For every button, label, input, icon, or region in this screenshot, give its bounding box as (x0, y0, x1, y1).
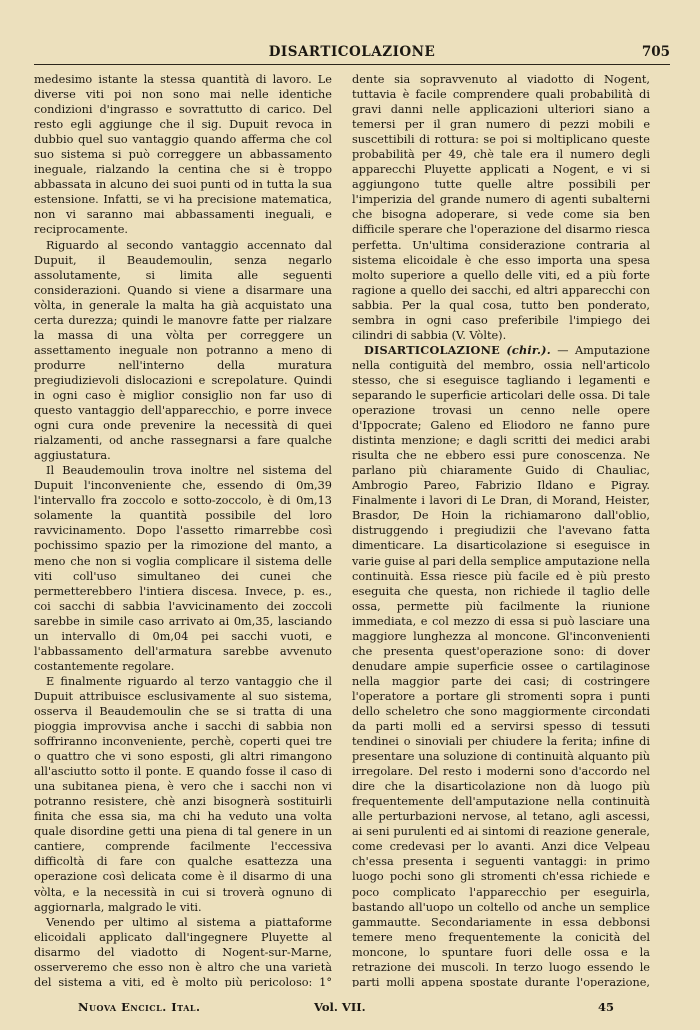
running-header (34, 44, 670, 62)
header-rule (34, 64, 670, 65)
footer (78, 1000, 614, 1016)
publication-name: Nuova Encicl. Ital. (78, 1000, 201, 1014)
paragraph: Riguardo al secondo vantaggio accennato dal Dupuit, il Beaudemoulin, senza negarlo assolutamente, si limita alle seguenti considerazioni. Quando si viene a disarmare una vòlta, in generale la malta ha già acquistato una certa durezza; quindi le manovre fatte per rialzare la massa di una vòlta per correggere un assettamento ineguale non potranno a meno di produrre nell'interno della muratura pregiudizievoli dislocazioni e screpolature. Quindi in ogni caso è miglior consiglio non far uso di questo vantaggio dell'apparecchio, e porre invece ogni cura onde prevenire la necessità di quei rialzamenti, od anche rassegnarsi a fare qualche aggiustatura. (34, 238, 332, 463)
running-title: DISARTICOLAZIONE (268, 44, 436, 60)
paragraph: Il Beaudemoulin trova inoltre nel sistema del Dupuit l'inconveniente che, essendo di 0m,39 l'intervallo fra zoccolo e sotto-zoccolo, è di 0m,13 solamente la quantità possibile del loro ravvicinamento. Dopo l'assetto rimarrebbe così pochissimo spazio per la rimozione del manto, a meno che non si voglia complicare il sistema delle viti coll'uso simultaneo dei cunei che permetterebbero l'intiera discesa. Invece, p. es., coi sacchi di sabbia l'avvicinamento dei zoccoli sarebbe in simile caso arrivato ai 0m,35, lasciando un intervallo di 0m,04 pei sacchi vuoti, e l'abbassamento dell'armatura sarebbe avvenuto costantemente regolare. (34, 464, 332, 673)
paragraph: Venendo per ultimo al sistema a piattaforme elicoidali applicato dall'ingegnere Pluyette al disarmo del viadotto di Nogent-sur-Marne, osserveremo che esso non è altro che una varietà del sistema a viti, ed è molto più pericoloso: 1° (34, 915, 332, 987)
page-number: 705 (641, 44, 670, 60)
paragraph: medesimo istante la stessa quantità di lavoro. Le diverse viti poi non sono mai nelle identiche condizioni d'ingrasso e sovrattutto di carico. Del resto egli aggiunge che il sig. Dupuit revoca in dubbio quel suo vantaggio quando afferma che col suo sistema si può correggere un abbassamento ineguale, rialzando la centina che si è troppo abbassata in alcuno dei suoi punti od in tutta la sua estensione. Infatti, se vi ha precisione matematica, non vi saranno mai abbassamenti ineguali, e reciprocamente. (34, 73, 332, 237)
entry-paragraph (352, 343, 650, 987)
entry-label: (chir.). (506, 342, 551, 357)
paragraph: E finalmente riguardo al terzo vantaggio che il Dupuit attribuisce esclusivamente al suo sistema, osserva il Beaudemoulin che se si tratta di una pioggia improvvisa anche i sacchi di sabbia non soffriranno inconveniente, perchè, coperti quei tre o quattro che vi sono esposti, gli altri rimangono all'asciutto sotto il ponte. E quando fosse il caso di una subitanea piena, è vero che i sacchi non vi potranno resistere, chè anzi bisognerà sostituirli finita che essa sia, ma chi ha veduto una volta quale disordine getti una piena di tal genere in un cantiere, comprende facilmente l'eccessiva difficoltà di fare con qualche esattezza una operazione così delicata come è il disarmo di una vòlta, e la necessità in cui si troverà ognuno di aggiornarla, malgrado le viti. (34, 674, 332, 914)
entry-headword: DISARTICOLAZIONE (364, 342, 500, 357)
volume-label: Vol. VII. (314, 1000, 366, 1014)
signature-number: 45 (597, 1000, 614, 1014)
left-column (34, 72, 332, 987)
entry-text: — Amputazione nella contiguità del membro, ossia nell'articolo stesso, che si eseguisce tagliando i legamenti e separando le superficie articolari delle ossa. Di tale operazione trovasi un cenno nelle opere d'Ippocrate; Galeno ed Eliodoro ne fanno pure distinta menzione; e dagli scritti dei medici arabi risulta che ne ebbero essi pure conoscenza. Ne parlano più chiaramente Guido di Chauliac, Ambrogio Pareo, Fabrizio Ildano e Pigray. Finalmente i lavori di Le Dran, di Morand, Heister, Brasdor, De Hoin la richiamarono dall'oblio, distruggendo i pregiudizii che l'avevano fatta dimenticare. La disarticolazione si eseguisce in varie guise al pari della semplice amputazione nella continuità. Essa riesce più facile ed è più presto eseguita che questa, non richiede il taglio delle ossa, permette più facilmente la riunione immediata, e col mezzo di essa si può lasciare una maggiore lunghezza al moncone. Gl'inconvenienti che presenta quest'operazione sono: di dover denudare ampie superficie ossee o cartilaginose nella maggior parte dei casi; di costringere l'operatore a portare gli stromenti sopra i punti dello scheletro che sono maggiormente circondati da parti molli ed a servirsi spesso di tessuti tendinei o sinoviali per chiudere la ferita; infine di presentare una soluzione di continuità alquanto più irregolare. Del resto i moderni sono d'accordo nel dire che la disarticolazione non dà luogo più frequentemente dell'amputazione nella continuità alle perturbazioni nervose, al tetano, agli ascessi, ai seni purulenti ed ai sintomi di reazione generale, come credevasi per lo avanti. Anzi dice Velpeau ch'essa presenta i seguenti vantaggi: in primo luogo pochi sono gli stromenti ch'essa richiede e poco complicato l'apparecchio per eseguirla, bastando all'uopo un coltello od anche un semplice gammautte. Secondariamente in essa debbonsi temere meno frequentemente la conicità del moncone, lo spuntare fuori delle ossa e la retrazione dei muscoli. In terzo luogo essendo le parti molli appena spostate durante l'operazione, (352, 343, 650, 987)
right-column (352, 72, 650, 987)
paragraph: dente sia sopravvenuto al viadotto di Nogent, tuttavia è facile comprendere quali probabilità di gravi danni nelle applicazioni ulteriori siano a temersi per il gran numero di pezzi mobili e suscettibili di rottura: se poi si moltiplicano queste probabilità per 49, chè tale era il numero degli apparecchi Pluyette applicati a Nogent, e vi si aggiungono tutte quelle altre possibili per l'imperizia del grande numero di agenti subalterni che bisogna adoperare, si vede come sia ben difficile sperare che l'operazione del disarmo riesca perfetta. Un'ultima considerazione contraria al sistema elicoidale è che esso importa una spesa molto superiore a quello delle viti, ed a più forte ragione a quello dei sacchi, ed altri apparecchi con sabbia. Per la qual cosa, tutto ben ponderato, sembra in ogni caso preferibile l'impiego dei cilindri di sabbia (V. Vòlte). (352, 73, 650, 342)
